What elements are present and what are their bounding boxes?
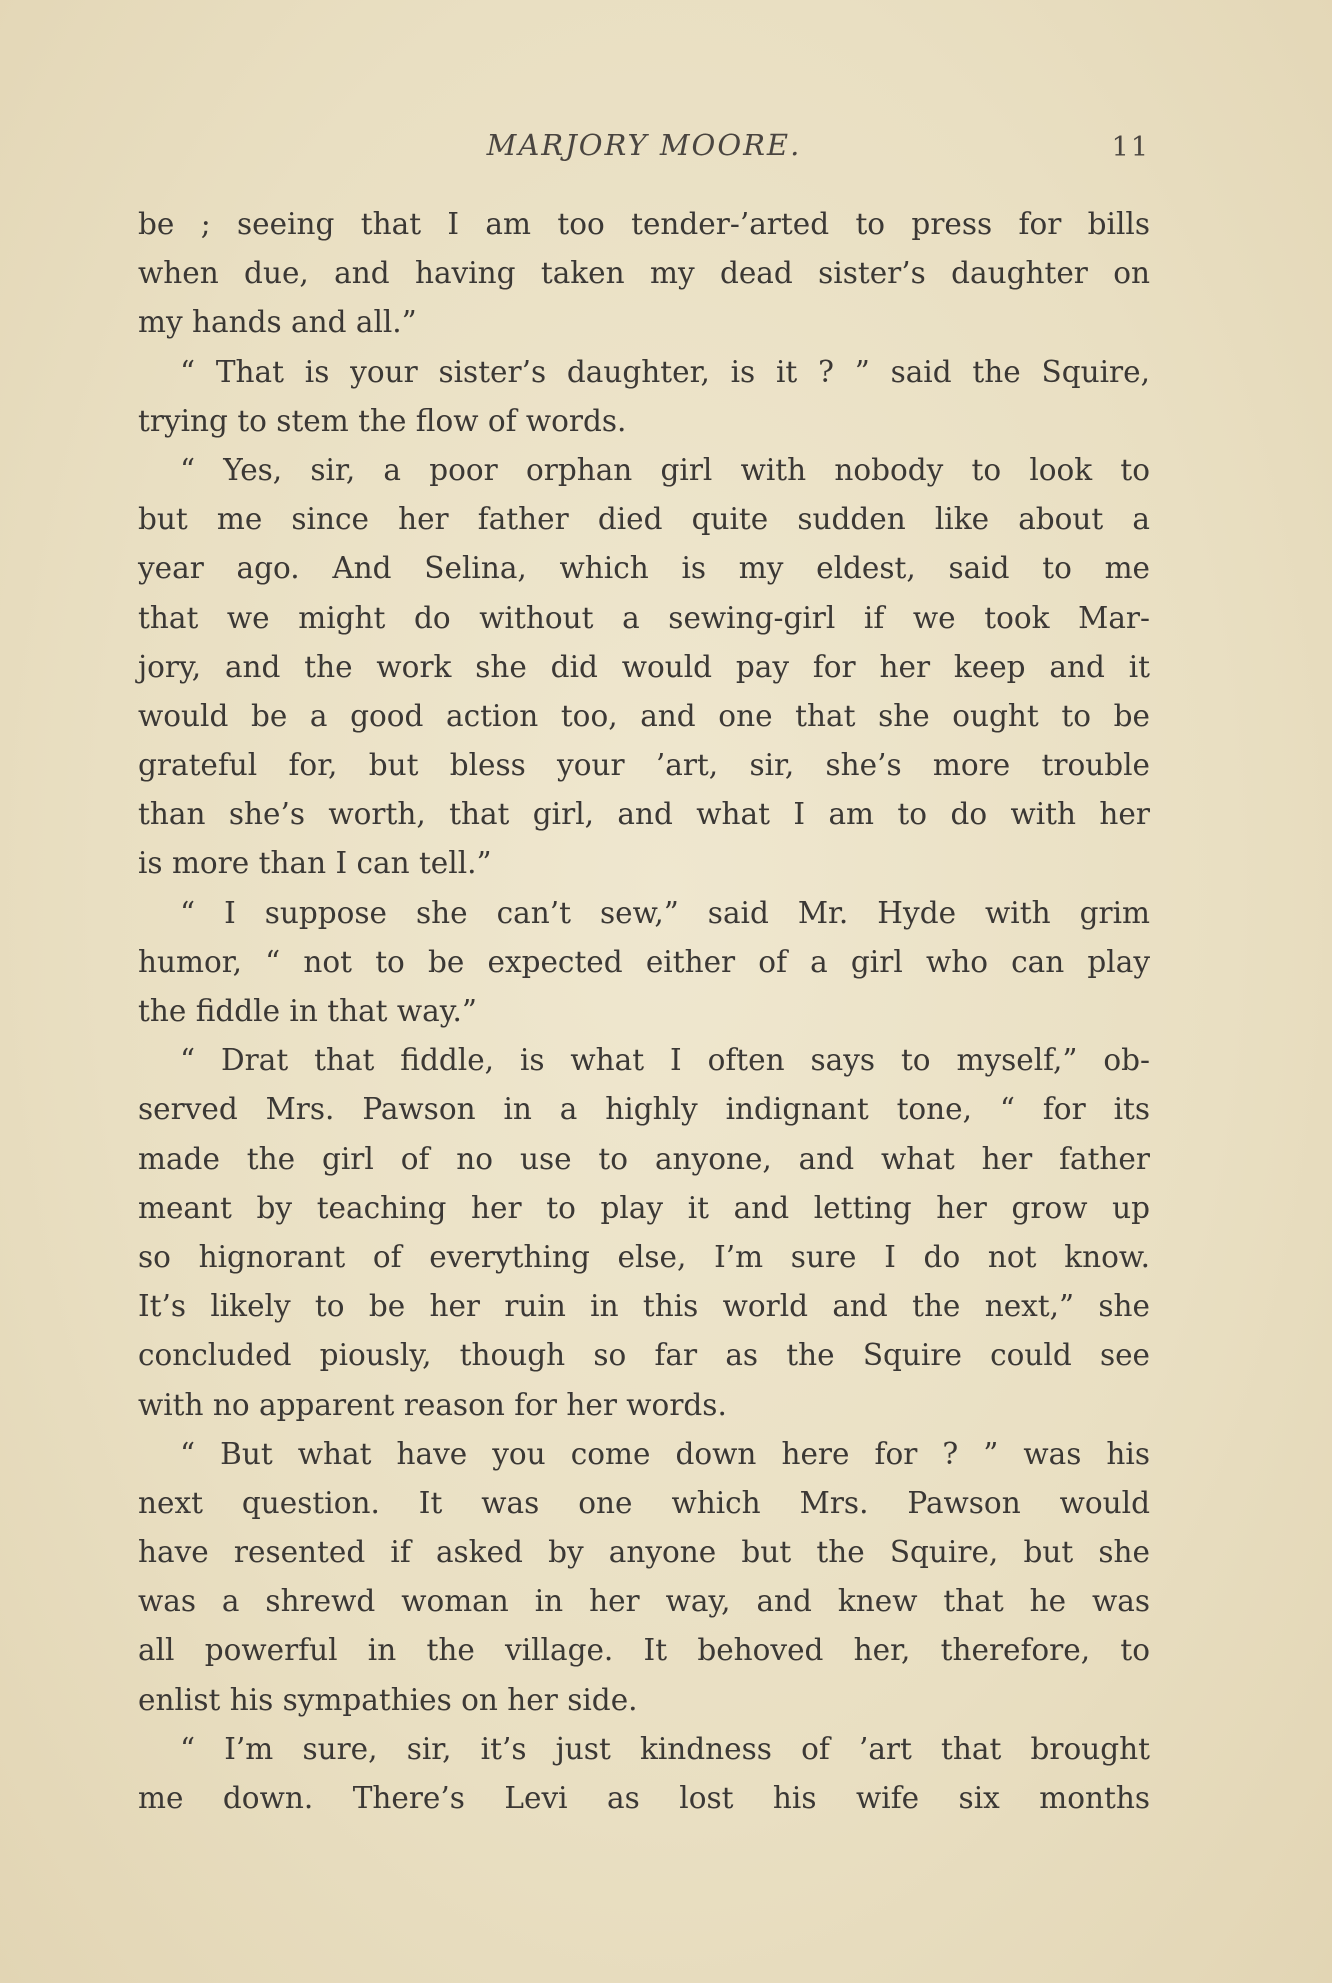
text-line: is more than I can tell.”	[138, 846, 492, 881]
text-line: but me since her father died quite sudden like about a	[138, 502, 1150, 537]
text-line: my hands and all.”	[138, 305, 417, 340]
text-line: grateful for, but bless your ’art, sir, she’s more trouble	[138, 748, 1150, 783]
text-line: with no apparent reason for her words.	[138, 1387, 727, 1422]
running-head	[138, 128, 1150, 168]
text-line: that we might do without a sewing-girl if we took Mar-	[138, 600, 1150, 635]
text-line: concluded piously, though so far as the Squire could see	[138, 1338, 1150, 1373]
text-line: humor, “ not to be expected either of a girl who can play	[138, 944, 1150, 979]
text-line: was a shrewd woman in her way, and knew that he was	[138, 1584, 1150, 1619]
body-text	[138, 200, 1150, 1823]
page-number: 11	[1111, 132, 1150, 163]
text-line: when due, and having taken my dead sister’s daughter on	[138, 256, 1150, 291]
text-line: next question. It was one which Mrs. Pawson would	[138, 1485, 1150, 1520]
text-line: “ That is your sister’s daughter, is it ? ” said the Squire,	[180, 354, 1150, 389]
text-line: so hignorant of everything else, I’m sure I do not know.	[138, 1239, 1150, 1274]
text-line: made the girl of no use to anyone, and what her father	[138, 1141, 1150, 1176]
text-line: “ Drat that fiddle, is what I often says to myself,” ob-	[180, 1043, 1150, 1078]
text-line: be ; seeing that I am too tender-’arted to press for bills	[138, 207, 1150, 241]
text-line: “ But what have you come down here for ? ” was his	[180, 1436, 1150, 1471]
text-line: would be a good action too, and one that she ought to be	[138, 698, 1150, 733]
text-line: year ago. And Selina, which is my eldest, said to me	[138, 551, 1150, 586]
text-line: served Mrs. Pawson in a highly indignant tone, “ for its	[138, 1092, 1150, 1127]
text-line: than she’s worth, that girl, and what I am to do with her	[138, 797, 1150, 832]
text-line: jory, and the work she did would pay for her keep and it	[138, 649, 1150, 684]
text-line: trying to stem the flow of words.	[138, 403, 627, 438]
text-line: It’s likely to be her ruin in this world and the next,” she	[138, 1289, 1150, 1324]
text-line: “ I’m sure, sir, it’s just kindness of ’art that brought	[180, 1731, 1150, 1766]
text-line: me down. There’s Levi as lost his wife six months	[138, 1781, 1150, 1815]
text-line: have resented if asked by anyone but the Squire, but she	[138, 1535, 1150, 1570]
text-line: enlist his sympathies on her side.	[138, 1682, 638, 1717]
text-line: the fiddle in that way.”	[138, 994, 477, 1028]
text-line: all powerful in the village. It behoved her, therefore, to	[138, 1633, 1150, 1668]
text-line: “ I suppose she can’t sew,” said Mr. Hyde with grim	[180, 895, 1150, 930]
text-line: meant by teaching her to play it and letting her grow up	[138, 1190, 1150, 1225]
text-line: “ Yes, sir, a poor orphan girl with nobody to look to	[180, 452, 1150, 487]
running-title: MARJORY MOORE.	[486, 128, 802, 162]
